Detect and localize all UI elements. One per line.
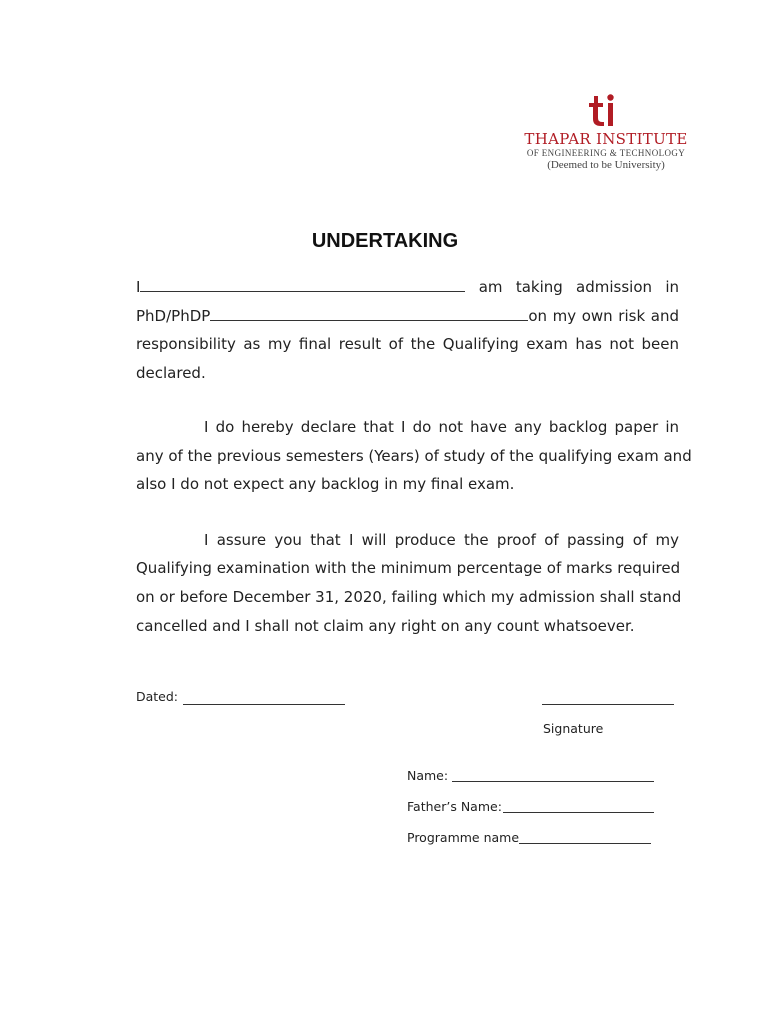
para1-line2 [136,306,679,326]
programme-prefix: PhD/PhDP [136,307,211,325]
para1-line4: declared. [136,364,206,382]
para1-line1 [136,277,679,297]
institute-deemed: (Deemed to be University) [547,159,665,171]
institute-logo [508,90,700,175]
para2-line3: also I do not expect any backlog in my final exam. [136,475,515,493]
name-field-blank[interactable] [452,781,654,782]
para2-line1: I do hereby declare that I do not have any backlog paper in [204,418,679,436]
para1-line2-text: on my own risk and [528,307,679,325]
signature-blank[interactable] [542,704,674,705]
para3-line4: cancelled and I shall not claim any right on any count whatsoever. [136,617,635,635]
para3-line2: Qualifying examination with the minimum percentage of marks required [136,559,681,577]
ti-logo-icon [586,92,622,128]
pronoun-i: I [136,278,141,296]
father-name-label: Father’s Name: [407,799,502,814]
programme-blank[interactable] [210,306,528,321]
institute-name: THAPAR INSTITUTE [524,130,688,148]
institute-subtitle: OF ENGINEERING & TECHNOLOGY [526,148,686,158]
para3-line1: I assure you that I will produce the proof of passing of my [204,531,679,549]
programme-name-label: Programme name [407,830,520,845]
dated-label: Dated: [136,689,179,704]
signature-label: Signature [543,721,604,736]
document-title: UNDERTAKING [311,230,459,252]
programme-name-blank[interactable] [519,843,651,844]
para1-line3: responsibility as my final result of the Qualifying exam has not been [136,335,679,353]
name-blank[interactable] [140,277,465,292]
father-name-blank[interactable] [503,812,654,813]
dated-blank[interactable] [183,704,345,705]
para1-line1-text: am taking admission in [478,278,679,296]
para3-line3: on or before December 31, 2020, failing which my admission shall stand [136,588,682,606]
name-label: Name: [407,768,449,783]
para2-line2: any of the previous semesters (Years) of study of the qualifying exam and [136,447,692,465]
